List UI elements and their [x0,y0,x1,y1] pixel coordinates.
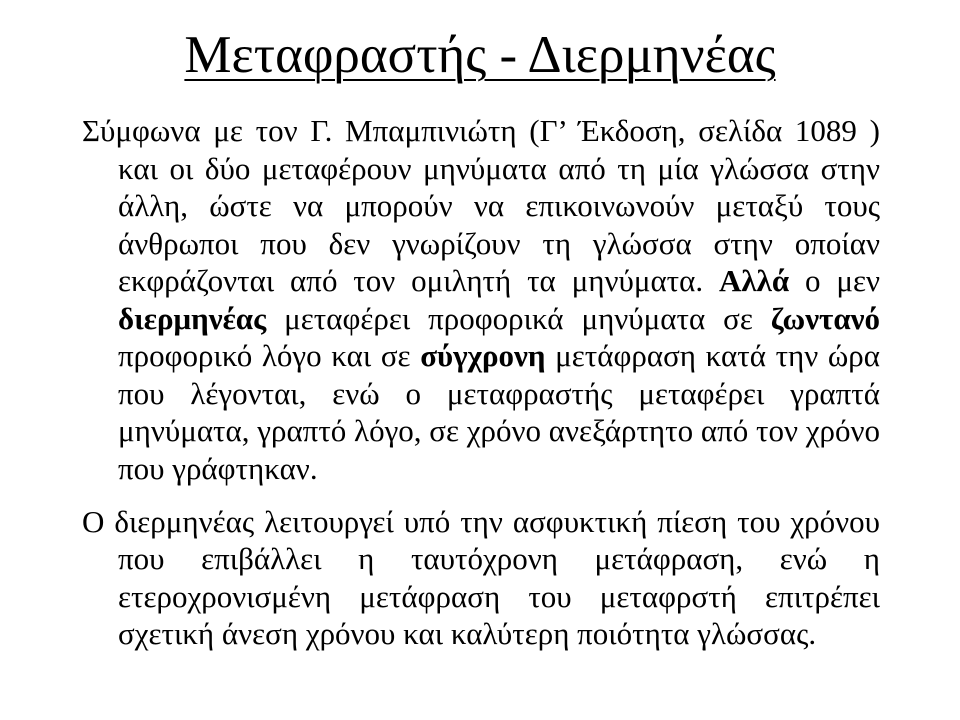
bold-term-sygxroni: σύγχρονη [420,338,546,373]
slide-title-text: Μεταφραστής - Διερμηνέας [184,26,776,84]
paragraph-definition [82,112,880,487]
slide-title [0,25,960,85]
paragraph-text: μετάφραση κατά την ώρα που λέγονται, ενώ ο μεταφραστής μεταφέρει γραπτά μηνύματα, γραπτό λόγο, σε χρόνο ανεξάρτητο από τον χρόνο που γράφτηκαν. [118,338,880,486]
paragraph-text: μεταφέρει προφορικά μηνύματα σε [266,300,771,336]
paragraph-text: προφορικό λόγο και σε [118,338,421,373]
paragraph-text: ο μεν [789,263,880,298]
paragraph-text: Σύμφωνα με τον Γ. Μπαμπινιώτη (Γ’ Έκδοση, σελίδα 1089 ) και οι δύο μεταφέρουν μηνύματα από τη μία γλώσσα στην άλλη, ώστε να μπορούν να επικοινωνούν μεταξύ τους άνθρωποι που δεν γνωρίζουν τη γλώσσα στην οποίαν εκφράζονται από τον ομιλητή τα μηνύματα. [82,113,880,298]
paragraph-text: Ο διερμηνέας λειτουργεί υπό την ασφυκτική πίεση του χρόνου που επιβάλλει η ταυτόχρονη μετάφραση, ενώ η ετεροχρονισμένη μετάφραση του μεταφρστή επιτρέπει σχετική άνεση χρόνου και καλύτερη ποιότητα γλώσσας. [82,503,880,651]
bold-term-alla: Αλλά [718,263,790,298]
slide-body [82,112,880,668]
bold-term-diermineas: διερμηνέας [118,300,267,336]
bold-term-zontano: ζωντανό [770,300,880,336]
paragraph-time-pressure [82,503,880,653]
